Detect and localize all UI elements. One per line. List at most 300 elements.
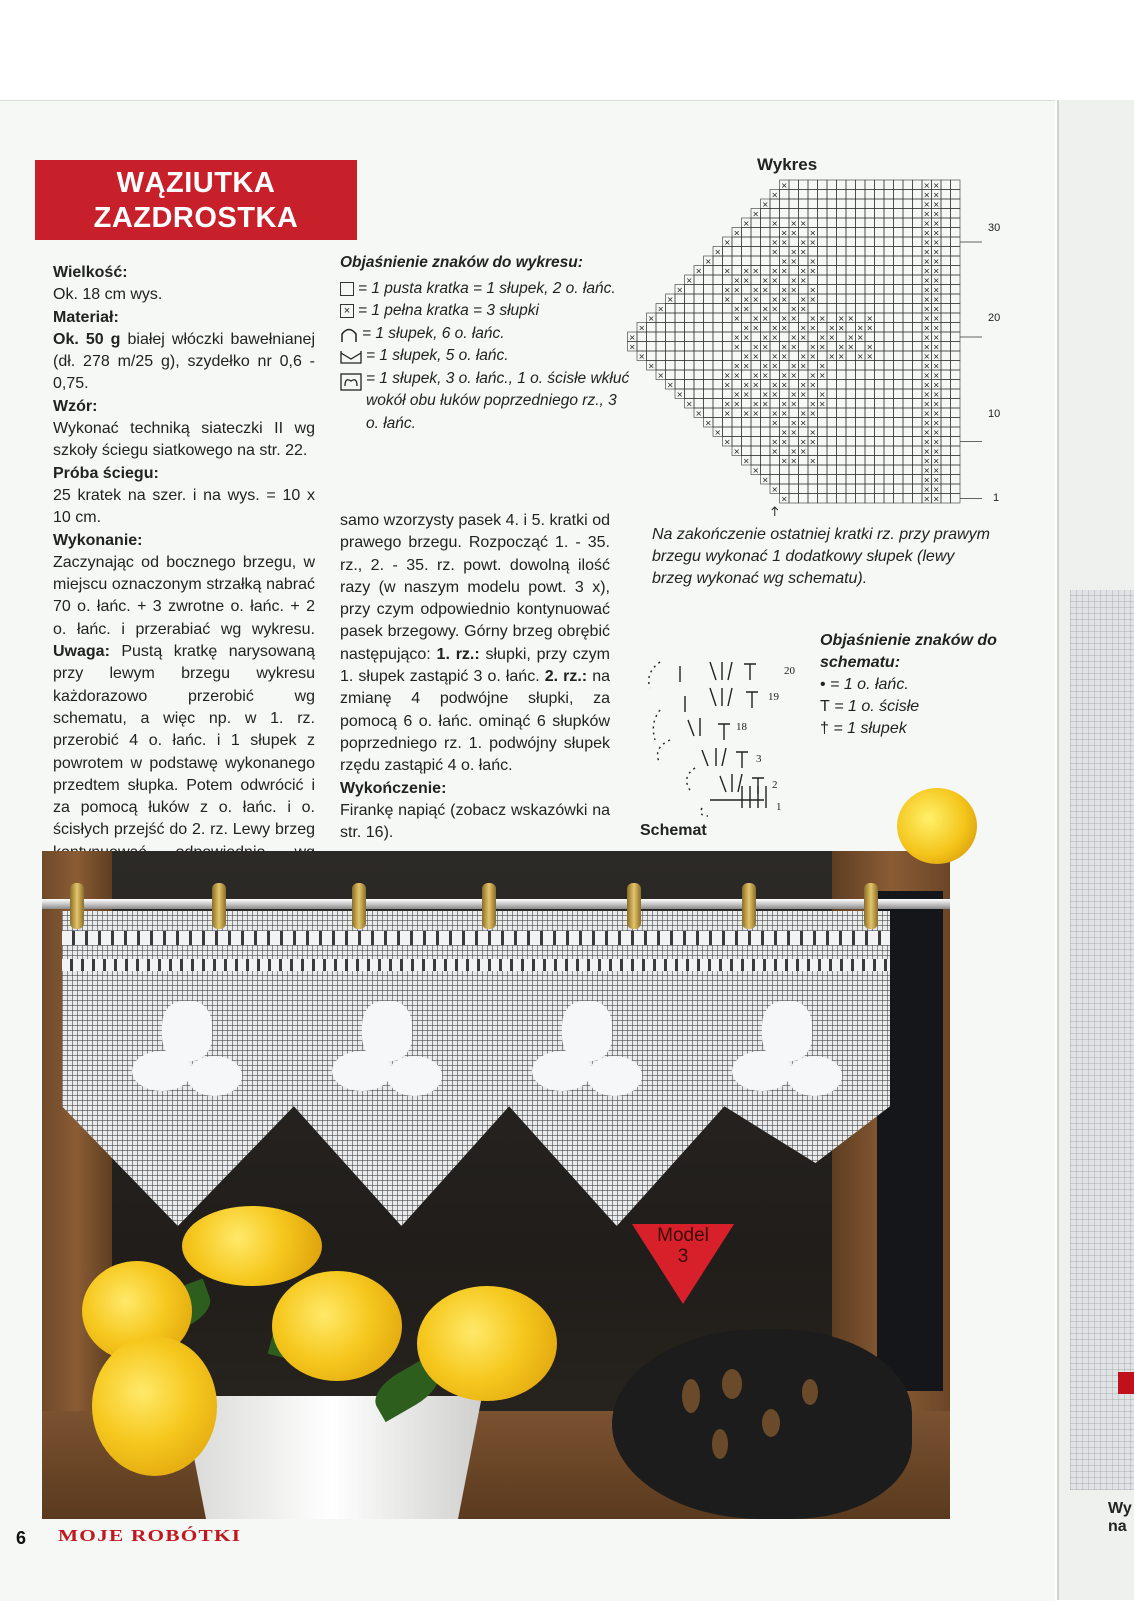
chart-cell-x: × (923, 285, 931, 295)
chart-cell (656, 313, 666, 323)
chart-cell (913, 323, 923, 333)
chart-cell-x: × (752, 409, 760, 418)
chart-cell-x: × (932, 238, 940, 247)
chart-cell-x: × (932, 437, 940, 447)
chart-cell-x: × (923, 437, 931, 447)
chart-cell (951, 313, 961, 323)
chart-cell (941, 266, 951, 276)
chart-cell (818, 218, 828, 228)
chart-cell (846, 228, 856, 238)
chart-cell (846, 285, 856, 295)
chart-cell-x: × (704, 418, 712, 428)
chart-cell (742, 370, 752, 380)
chart-cell-x: × (837, 342, 845, 352)
chart-cell (694, 313, 704, 323)
chart-cell (704, 294, 714, 304)
chart-cell (780, 361, 790, 371)
chart-cell (694, 389, 704, 399)
chart-cell (846, 209, 856, 219)
chart-cell-x: × (809, 266, 817, 276)
chart-cell (903, 228, 913, 238)
chart-cell-x: × (790, 228, 798, 238)
chart-cell (656, 323, 666, 333)
curtain-rod (42, 899, 950, 909)
chart-cell (685, 351, 695, 361)
chart-cell-x: × (799, 304, 807, 314)
chart-cell (799, 209, 809, 219)
chart-cell-x: × (771, 219, 779, 228)
text-pattern: Wykonać techniką siateczki II wg szkoły ściegu siatkowego na str. 22. (53, 420, 315, 460)
chart-cell (875, 180, 885, 190)
chart-cell (865, 237, 875, 247)
chart-cell-x: × (828, 333, 836, 342)
chart-cell (903, 285, 913, 295)
chart-cell (941, 323, 951, 333)
chart-cell-x: × (932, 200, 940, 209)
chart-cell-x: × (771, 437, 779, 447)
chart-cell-x: × (780, 285, 788, 295)
chart-cell (770, 475, 780, 485)
chart-cell-x: × (742, 409, 750, 418)
chart-cell (761, 427, 771, 437)
chart-cell-x: × (923, 219, 931, 228)
chart-cell (941, 361, 951, 371)
chart-cell (647, 351, 657, 361)
chart-cell (789, 190, 799, 200)
chart-cell-x: × (809, 295, 817, 304)
chart-cell (713, 266, 723, 276)
chart-cell-x: × (799, 418, 807, 428)
text-gauge: 25 kratek na szer. i na wys. = 10 x 10 cm. (53, 486, 315, 527)
chart-cell-x: × (799, 266, 807, 276)
chart-cell-x: × (923, 361, 931, 371)
chart-cell-x: × (666, 295, 674, 304)
chart-cell (704, 266, 714, 276)
chart-cell-x: × (923, 418, 931, 428)
chart-cell-x: × (752, 342, 760, 352)
chart-cell (713, 361, 723, 371)
chart-cell (837, 256, 847, 266)
chart-cell (675, 380, 685, 390)
chart-cell-x: × (932, 409, 940, 418)
chart-cell (818, 266, 828, 276)
chart-cell (941, 180, 951, 190)
chart-note: Na zakończenie ostatniej kratki rz. przy prawym brzegu wykonać 1 dodatkowy słupek (lewy brzeg wykonać wg schematu). (652, 526, 990, 587)
chart-cell-x: × (628, 333, 636, 342)
chart-cell-x: × (771, 190, 779, 200)
chart-cell (951, 427, 961, 437)
chart-cell (808, 180, 818, 190)
chart-cell-x: × (932, 266, 940, 276)
chart-cell (951, 484, 961, 494)
chart-cell-x: × (780, 409, 788, 418)
chart-cell (856, 199, 866, 209)
chart-cell (837, 418, 847, 428)
chart-cell-x: × (932, 333, 940, 342)
chart-cell (732, 323, 742, 333)
chart-cell (846, 427, 856, 437)
chart-cell (742, 446, 752, 456)
chart-cell (913, 446, 923, 456)
chart-cell-x: × (771, 323, 779, 333)
chart-cell (951, 332, 961, 342)
double-arc-icon (340, 372, 362, 392)
chart-cell (941, 351, 951, 361)
chart-cell (941, 494, 951, 504)
chart-cell-x: × (761, 285, 769, 295)
chart-cell (856, 465, 866, 475)
chart-cell (761, 237, 771, 247)
chart-cell-x: × (932, 304, 940, 314)
chart-cell-x: × (780, 456, 788, 466)
chart-cell-x: × (647, 314, 655, 323)
chart-cell-x: × (923, 466, 931, 475)
chart-cell (770, 256, 780, 266)
chart-cell (913, 380, 923, 390)
chart-cell-x: × (809, 399, 817, 409)
chart-cell (941, 437, 951, 447)
chart-cell (789, 380, 799, 390)
chart-cell (951, 237, 961, 247)
chart-cell (751, 361, 761, 371)
chart-cell (780, 199, 790, 209)
chart-cell-x: × (932, 247, 940, 257)
chart-cell (865, 256, 875, 266)
chart-cell (704, 408, 714, 418)
chart-cell-x: × (866, 314, 874, 323)
chart-cell (865, 370, 875, 380)
chart-cell (770, 370, 780, 380)
chart-cell-x: × (771, 247, 779, 257)
chart-cell (875, 399, 885, 409)
chart-cell-x: × (771, 295, 779, 304)
chart-cell (666, 323, 676, 333)
chart-cell-x: × (752, 380, 760, 390)
chart-cell (856, 304, 866, 314)
chart-cell (732, 266, 742, 276)
chart-cell (723, 418, 733, 428)
chart-cell-x: × (818, 371, 826, 380)
chart-cell (894, 465, 904, 475)
curtain-clip (70, 883, 84, 929)
chart-cell (903, 209, 913, 219)
chart-cell-x: × (771, 390, 779, 399)
chart-cell (875, 190, 885, 200)
chart-cell-x: × (809, 323, 817, 333)
chart-cell-x: × (628, 342, 636, 352)
chart-cell (884, 427, 894, 437)
chart-cell (903, 484, 913, 494)
chart-cell (913, 465, 923, 475)
chart-cell (884, 256, 894, 266)
chart-cell-x: × (932, 257, 940, 266)
chart-cell (846, 494, 856, 504)
chart-cell-x: × (923, 276, 931, 285)
chart-cell (856, 294, 866, 304)
chart-cell-x: × (809, 409, 817, 418)
chart-cell (951, 256, 961, 266)
chart-cell (894, 361, 904, 371)
chart-cell (780, 446, 790, 456)
chart-cell-x: × (923, 238, 931, 247)
chart-cell (941, 294, 951, 304)
chart-cell (951, 294, 961, 304)
chart-cell-x: × (638, 352, 646, 361)
chart-cell (884, 285, 894, 295)
edge-schema-diagram (640, 648, 810, 818)
chart-cell (808, 389, 818, 399)
chart-cell (941, 237, 951, 247)
chart-cell (903, 389, 913, 399)
chart-cell (818, 199, 828, 209)
chart-cell-x: × (799, 238, 807, 247)
chart-cell-x: × (932, 361, 940, 371)
chart-cell (723, 361, 733, 371)
yellow-rose (182, 1206, 322, 1286)
chart-cell-x: × (923, 428, 931, 437)
chart-cell (694, 351, 704, 361)
chart-cell (875, 218, 885, 228)
chart-cell (903, 237, 913, 247)
chart-cell (694, 275, 704, 285)
chart-cell (941, 313, 951, 323)
chart-cell (761, 266, 771, 276)
chart-cell (903, 437, 913, 447)
chart-cell (875, 380, 885, 390)
chart-cell (856, 209, 866, 219)
chart-cell (837, 465, 847, 475)
chart-cell (666, 351, 676, 361)
chart-cell (837, 199, 847, 209)
chart-cell (846, 484, 856, 494)
chart-cell (941, 370, 951, 380)
chart-cell (742, 228, 752, 238)
chart-cell (713, 294, 723, 304)
chart-cell-x: × (780, 238, 788, 247)
chart-cell (723, 389, 733, 399)
chart-cell (846, 437, 856, 447)
chart-cell (941, 475, 951, 485)
chart-cell-x: × (932, 276, 940, 285)
chart-cell (723, 313, 733, 323)
heading-material: Materiał: (53, 308, 119, 326)
chart-cell-x: × (771, 447, 779, 456)
chart-cell (903, 370, 913, 380)
chart-cell (751, 275, 761, 285)
chart-cell (808, 475, 818, 485)
chart-cell-x: × (752, 323, 760, 333)
chart-cell (846, 266, 856, 276)
chart-cell (875, 323, 885, 333)
chart-cell-x: × (780, 181, 788, 190)
chart-cell (818, 408, 828, 418)
chart-cell (837, 304, 847, 314)
chart-cell (903, 380, 913, 390)
chart-cell (789, 209, 799, 219)
chart-cell (647, 332, 657, 342)
chart-cell-x: × (790, 247, 798, 257)
chart-cell-x: × (695, 409, 703, 418)
chart-cell (789, 294, 799, 304)
chart-cell (903, 256, 913, 266)
chart-cell-x: × (733, 276, 741, 285)
chart-cell-x: × (923, 314, 931, 323)
chart-cell (827, 399, 837, 409)
chart-cell (713, 408, 723, 418)
chart-cell-x: × (771, 352, 779, 361)
chart-cell (761, 247, 771, 257)
fish-ornament (612, 1329, 912, 1519)
chart-cell (780, 475, 790, 485)
chart-cell (837, 209, 847, 219)
flower-pot (182, 1396, 482, 1519)
chart-cell (951, 389, 961, 399)
chart-cell (723, 323, 733, 333)
chart-cell-x: × (847, 333, 855, 342)
chart-cell (875, 494, 885, 504)
chart-cell (704, 304, 714, 314)
chart-cell (751, 228, 761, 238)
chart-cell (770, 199, 780, 209)
chart-cell (875, 237, 885, 247)
chart-cell (685, 342, 695, 352)
schema-row-3: 3 (756, 753, 762, 765)
chart-cell-x: × (761, 276, 769, 285)
chart-cell (837, 446, 847, 456)
chart-cell (723, 275, 733, 285)
chart-cell-x: × (799, 247, 807, 257)
chart-cell-x: × (752, 295, 760, 304)
chart-cell (875, 332, 885, 342)
chart-cell (732, 427, 742, 437)
chart-cell (827, 408, 837, 418)
chart-cell (894, 332, 904, 342)
chart-cell (732, 247, 742, 257)
chart-cell (675, 361, 685, 371)
chart-cell (694, 370, 704, 380)
model-badge-text: Model 3 (657, 1225, 709, 1267)
chart-cell-x: × (809, 257, 817, 266)
chart-cell-x: × (923, 200, 931, 209)
chart-cell (913, 237, 923, 247)
chart-cell (894, 266, 904, 276)
chart-cell (846, 294, 856, 304)
chart-cell (856, 190, 866, 200)
chart-cell (704, 332, 714, 342)
chart-cell-x: × (742, 361, 750, 371)
chart-cell (875, 351, 885, 361)
chart-cell-x: × (752, 371, 760, 380)
chart-cell (884, 389, 894, 399)
chart-cell-x: × (809, 428, 817, 437)
chart-cell (742, 418, 752, 428)
chart-cell (789, 437, 799, 447)
chart-cell-x: × (761, 314, 769, 323)
chart-cell (694, 285, 704, 295)
chart-cell (732, 351, 742, 361)
chart-cell (818, 427, 828, 437)
chart-cell (875, 256, 885, 266)
chart-cell (761, 446, 771, 456)
chart-cell-x: × (761, 390, 769, 399)
chart-cell (827, 475, 837, 485)
chart-cell (846, 465, 856, 475)
schema-legend-title: Objaśnienie znaków do schematu: (820, 632, 997, 671)
chart-cell-x: × (932, 418, 940, 428)
chart-cell (846, 456, 856, 466)
chart-cell (941, 446, 951, 456)
chart-cell (903, 399, 913, 409)
chart-cell (884, 275, 894, 285)
chart-cell (856, 361, 866, 371)
arch-icon (340, 325, 358, 343)
chart-cell (856, 247, 866, 257)
chart-cell (827, 294, 837, 304)
chart-cell (818, 380, 828, 390)
legend-item-filled-square: × = 1 pełna kratka = 3 słupki (340, 300, 630, 323)
chart-cell (732, 294, 742, 304)
chart-cell-x: × (932, 190, 940, 200)
chart-cell (846, 199, 856, 209)
chart-cell (789, 475, 799, 485)
chart-cell (884, 247, 894, 257)
chart-cell (704, 399, 714, 409)
chart-cell (951, 465, 961, 475)
chart-cell-x: × (647, 361, 655, 371)
chart-cell (913, 361, 923, 371)
chart-cell-x: × (714, 428, 722, 437)
chart-cell (761, 351, 771, 361)
chart-cell (894, 294, 904, 304)
chart-cell (837, 484, 847, 494)
chart-cell (837, 275, 847, 285)
chart-cell (704, 275, 714, 285)
chart-cell-x: × (837, 314, 845, 323)
chart-cell (884, 199, 894, 209)
chart-cell (789, 494, 799, 504)
chart-cell-x: × (723, 295, 731, 304)
chart-cell (799, 199, 809, 209)
chart-cell (865, 475, 875, 485)
instructions-column-1 (53, 262, 315, 886)
chart-cell-x: × (723, 266, 731, 276)
chart-cell (789, 484, 799, 494)
chart-cell-x: × (799, 361, 807, 371)
chart-cell-x: × (742, 304, 750, 314)
chart-cell-x: × (780, 380, 788, 390)
chart-cell (894, 446, 904, 456)
chart-row-label-30: 30 (988, 222, 1001, 234)
chart-cell-x: × (771, 304, 779, 314)
chart-cell (875, 456, 885, 466)
chart-cell (856, 180, 866, 190)
chart-cell-x: × (742, 456, 750, 466)
chart-cell (656, 332, 666, 342)
chart-cell (865, 494, 875, 504)
chart-cell (837, 190, 847, 200)
chart-cell (837, 427, 847, 437)
chart-cell-x: × (790, 456, 798, 466)
chart-cell (799, 180, 809, 190)
chart-cell (913, 475, 923, 485)
chart-cell (856, 389, 866, 399)
chart-cell (894, 285, 904, 295)
chart-cell (951, 209, 961, 219)
chart-cell (704, 285, 714, 295)
chart-cell (694, 361, 704, 371)
chart-cell (713, 399, 723, 409)
chart-cell (894, 408, 904, 418)
